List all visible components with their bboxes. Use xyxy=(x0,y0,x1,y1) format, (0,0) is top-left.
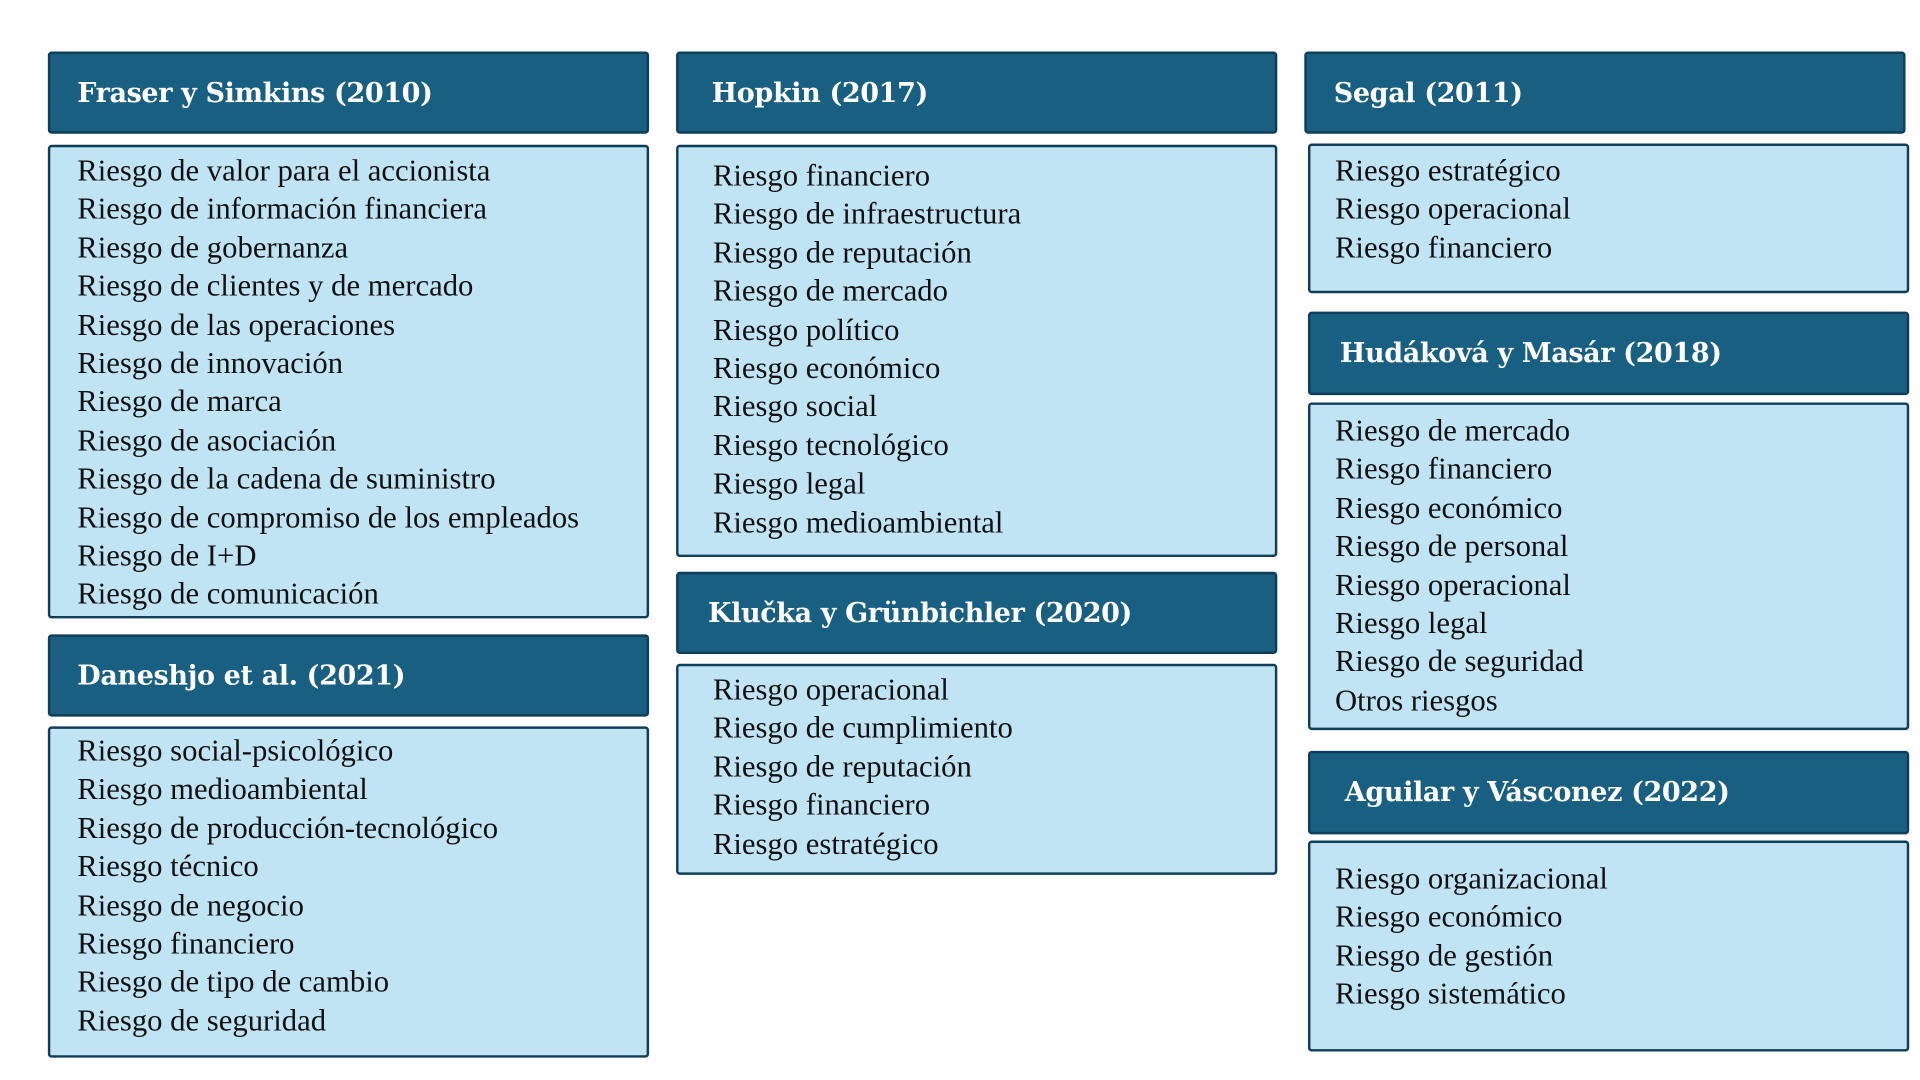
risk-item: Riesgo de gestión xyxy=(1334,939,1554,973)
risk-item: Riesgo organizacional xyxy=(1334,862,1608,896)
risk-item: Riesgo de las operaciones xyxy=(77,308,396,342)
risk-item: Riesgo estratégico xyxy=(712,827,939,861)
risk-item: Riesgo de mercado xyxy=(712,275,948,309)
group-header-hopkin xyxy=(676,52,1277,134)
risk-item: Riesgo económico xyxy=(1334,491,1563,525)
risk-list-segal xyxy=(1335,152,1907,268)
risk-item: Riesgo técnico xyxy=(77,850,259,884)
risk-list-fraser xyxy=(77,152,646,614)
group-list-aguilar xyxy=(1308,840,1909,1051)
risk-item: Riesgo tecnológico xyxy=(712,429,949,463)
risk-item: Riesgo de producción-tecnológico xyxy=(77,812,499,846)
risk-item: Riesgo de la cadena de suministro xyxy=(77,462,496,497)
risk-item: Riesgo financiero xyxy=(712,159,931,193)
group-header-fraser xyxy=(48,52,649,134)
risk-item: Riesgo legal xyxy=(712,467,866,501)
group-title-segal: Segal (2011) xyxy=(1333,76,1523,109)
group-header-hudakova xyxy=(1308,312,1909,395)
risk-list-aguilar xyxy=(1335,860,1907,1014)
risk-item: Riesgo de asociación xyxy=(77,424,337,458)
group-list-fraser xyxy=(48,145,649,619)
risk-item: Riesgo de innovación xyxy=(77,347,344,381)
group-title-hopkin: Hopkin (2017) xyxy=(711,76,928,109)
risk-item: Riesgo financiero xyxy=(1334,231,1553,265)
group-title-daneshjo: Daneshjo et al. (2021) xyxy=(77,659,406,692)
group-list-daneshjo xyxy=(48,726,649,1057)
risk-item: Riesgo de información financiera xyxy=(77,193,488,227)
group-title-klucka: Klučka y Grünbichler (2020) xyxy=(707,596,1132,629)
risk-list-hopkin xyxy=(713,157,1275,542)
group-header-daneshjo xyxy=(48,634,649,716)
risk-item: Riesgo de negocio xyxy=(77,889,304,923)
group-list-hopkin xyxy=(676,145,1277,557)
risk-item: Riesgo social-psicológico xyxy=(77,734,394,769)
risk-item: Riesgo de personal xyxy=(1334,530,1569,564)
risk-item: Riesgo social xyxy=(712,390,878,424)
risk-item: Riesgo estratégico xyxy=(1334,154,1561,188)
risk-list-hudakova xyxy=(1335,412,1907,720)
group-header-klucka xyxy=(676,572,1277,654)
group-title-aguilar: Aguilar y Vásconez (2022) xyxy=(1344,776,1730,809)
risk-item: Riesgo de valor para el accionista xyxy=(77,154,491,188)
risk-item: Riesgo financiero xyxy=(1334,453,1553,487)
group-title-fraser: Fraser y Simkins (2010) xyxy=(77,76,433,109)
group-list-klucka xyxy=(676,664,1277,875)
group-list-hudakova xyxy=(1308,402,1909,730)
risk-item: Riesgo financiero xyxy=(77,927,295,961)
risk-item: Riesgo de clientes y de mercado xyxy=(77,270,474,304)
risk-item: Riesgo operacional xyxy=(712,673,949,707)
risk-item: Riesgo operacional xyxy=(1334,193,1571,227)
risk-item: Riesgo de infraestructura xyxy=(712,198,1022,232)
risk-item: Riesgo de tipo de cambio xyxy=(77,966,390,1000)
risk-item: Riesgo legal xyxy=(1334,607,1488,641)
risk-list-daneshjo xyxy=(77,733,646,1041)
risk-item: Riesgo de gobernanza xyxy=(77,231,349,265)
group-title-hudakova: Hudáková y Masár (2018) xyxy=(1339,337,1722,370)
risk-item: Riesgo sistemático xyxy=(1334,978,1566,1012)
risk-item: Otros riesgos xyxy=(1334,684,1498,718)
risk-item: Riesgo operacional xyxy=(1334,568,1571,602)
risk-item: Riesgo político xyxy=(712,313,900,347)
risk-item: Riesgo de mercado xyxy=(1334,414,1571,448)
risk-item: Riesgo medioambiental xyxy=(77,773,368,807)
risk-item: Riesgo de cumplimiento xyxy=(712,712,1013,746)
risk-item: Riesgo de seguridad xyxy=(77,1004,327,1038)
group-header-aguilar xyxy=(1308,751,1909,834)
group-header-segal xyxy=(1304,52,1905,134)
group-list-segal xyxy=(1308,144,1909,294)
risk-list-klucka xyxy=(713,671,1275,864)
risk-item: Riesgo medioambiental xyxy=(712,506,1004,540)
risk-item: Riesgo de I+D xyxy=(77,539,257,574)
risk-item: Riesgo económico xyxy=(1334,901,1563,935)
risk-item: Riesgo de comunicación xyxy=(77,578,379,612)
risk-item: Riesgo de compromiso de los empleados xyxy=(77,501,580,535)
risk-item: Riesgo de reputación xyxy=(712,236,972,270)
risk-item: Riesgo de reputación xyxy=(712,750,972,784)
risk-item: Riesgo de marca xyxy=(77,385,282,419)
risk-item: Riesgo financiero xyxy=(712,789,931,823)
risk-item: Riesgo económico xyxy=(712,352,941,386)
risk-item: Riesgo de seguridad xyxy=(1334,645,1584,680)
